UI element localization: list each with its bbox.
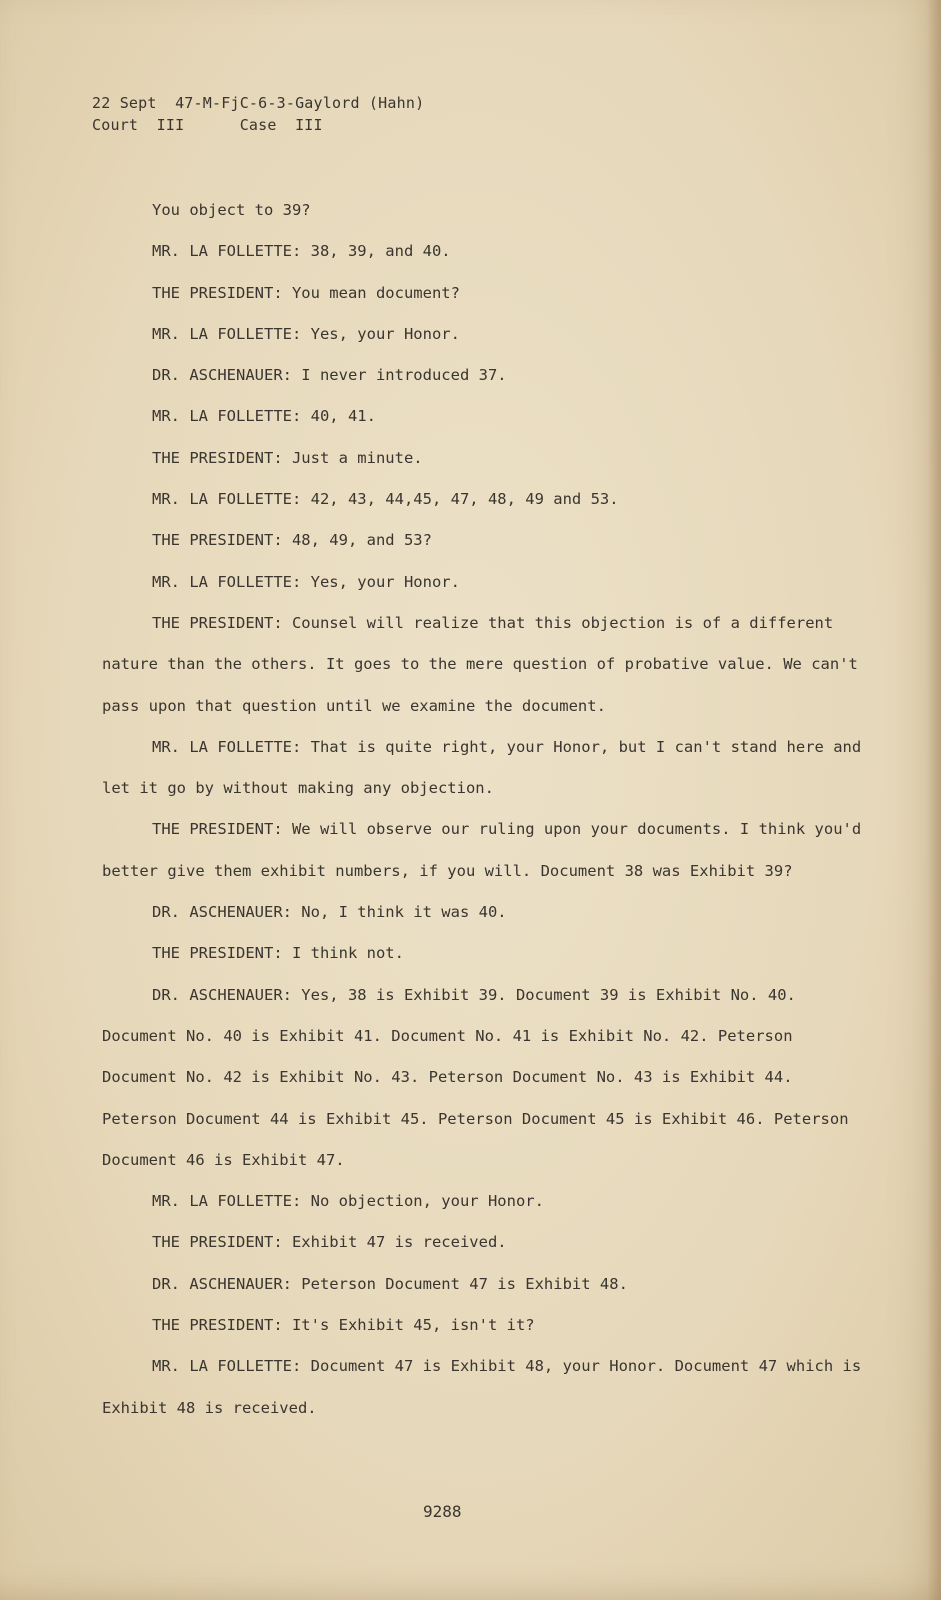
page-number: 9288 <box>423 1502 462 1521</box>
transcript-paragraph: MR. LA FOLLETTE: 40, 41. <box>152 407 376 426</box>
transcript-paragraph: THE PRESIDENT: I think not. <box>152 944 404 963</box>
transcript-paragraph: MR. LA FOLLETTE: 38, 39, and 40. <box>152 242 451 261</box>
transcript-paragraph: DR. ASCHENAUER: I never introduced 37. <box>152 366 507 385</box>
transcript-paragraph: MR. LA FOLLETTE: Yes, your Honor. <box>152 572 460 591</box>
transcript-paragraph: THE PRESIDENT: We will observe our ruling upon your documents. I think you'd better give them exhibit numbers, if you will. Document 38 was Exhibit 39? <box>102 820 862 880</box>
transcript-paragraph: MR. LA FOLLETTE: No objection, your Honor. <box>152 1192 544 1211</box>
transcript-paragraph: THE PRESIDENT: Counsel will realize that this objection is of a different nature than the others. It goes to the mere question of probative value. We can't pass upon that question until we examine the document. <box>102 613 858 715</box>
header-line-2: Court III Case III <box>92 116 323 134</box>
header-line-1: 22 Sept 47-M-FjC-6-3-Gaylord (Hahn) <box>92 94 425 112</box>
transcript-paragraph: DR. ASCHENAUER: No, I think it was 40. <box>152 903 507 922</box>
transcript-paragraph: DR. ASCHENAUER: Yes, 38 is Exhibit 39. Document 39 is Exhibit No. 40. Document No. 40 is Exhibit 41. Document No. 41 is Exhibit No. 42. Peterson Document No. 42 is Exhibit No. 43. Peterson Document No. 43 is Exhibit 44. Peterson Document 44 is Exhibit 45. Peterson Document 45 is Exhibit 46. Peterson Document 46 is Exhibit 47. <box>102 985 849 1169</box>
document-header <box>92 92 424 136</box>
transcript-paragraph: You object to 39? <box>152 201 311 219</box>
transcript-paragraph: DR. ASCHENAUER: Peterson Document 47 is Exhibit 48. <box>152 1274 628 1293</box>
paper-edge-shadow <box>927 0 941 1600</box>
transcript-paragraph: THE PRESIDENT: You mean document? <box>152 283 460 302</box>
transcript-body <box>102 190 862 1429</box>
transcript-paragraph: THE PRESIDENT: 48, 49, and 53? <box>152 531 432 550</box>
transcript-paragraph: THE PRESIDENT: Just a minute. <box>152 448 423 467</box>
transcript-paragraph: MR. LA FOLLETTE: Document 47 is Exhibit 48, your Honor. Document 47 which is Exhibit 48 is received. <box>102 1357 862 1417</box>
transcript-paragraph: MR. LA FOLLETTE: That is quite right, your Honor, but I can't stand here and let it go by without making any objection. <box>102 737 862 798</box>
transcript-paragraph: MR. LA FOLLETTE: Yes, your Honor. <box>152 324 460 343</box>
transcript-paragraph: MR. LA FOLLETTE: 42, 43, 44,45, 47, 48, 49 and 53. <box>152 490 619 509</box>
transcript-paragraph: THE PRESIDENT: Exhibit 47 is received. <box>152 1233 507 1252</box>
transcript-paragraph: THE PRESIDENT: It's Exhibit 45, isn't it? <box>152 1316 535 1335</box>
